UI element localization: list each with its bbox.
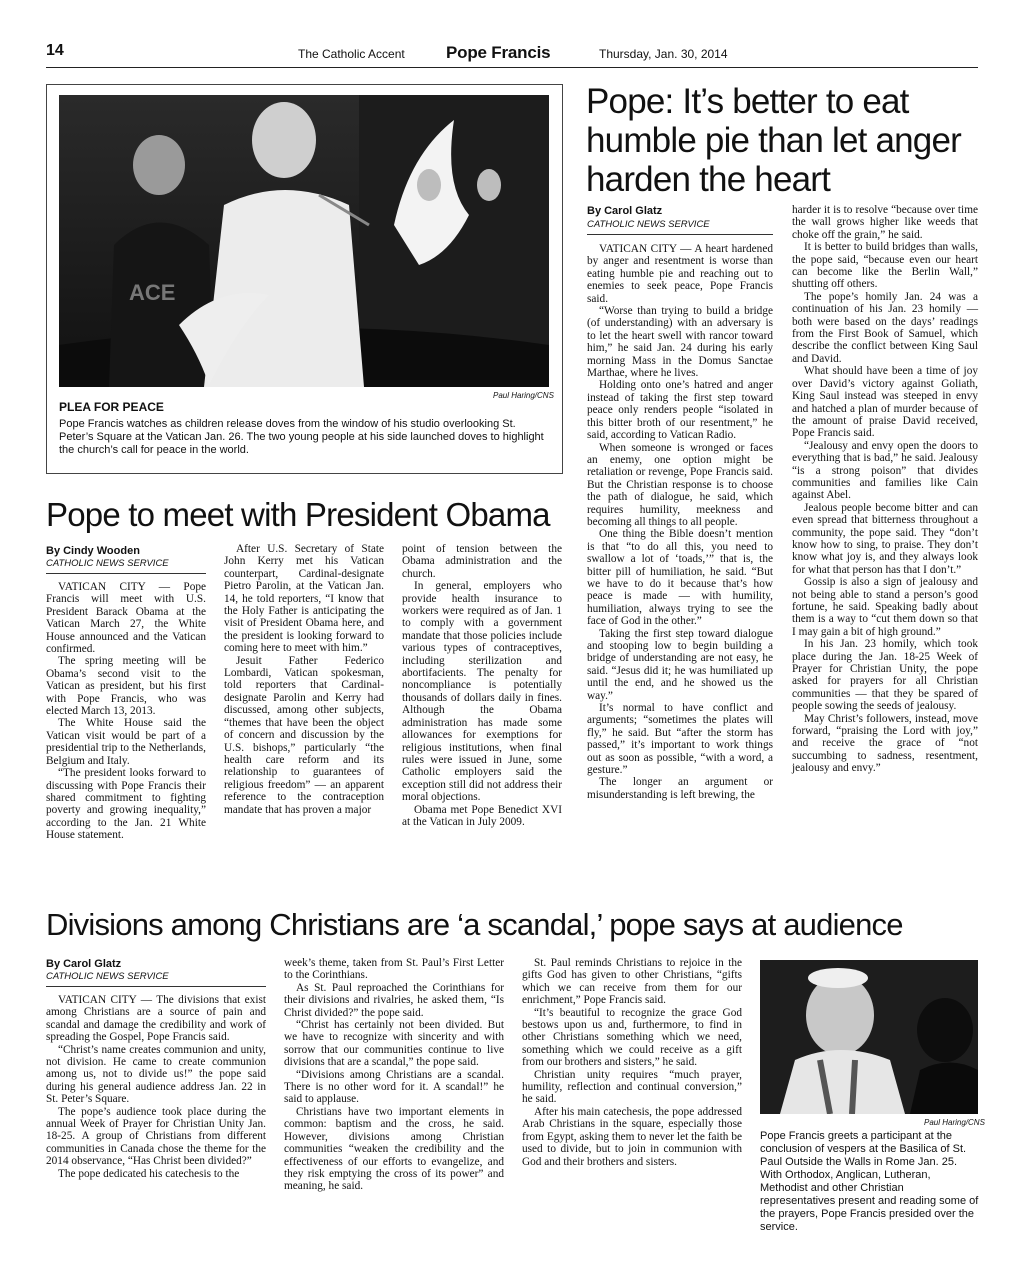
byline-rule: [46, 986, 266, 987]
photo-caption: Pope Francis watches as children release doves from the window of his studio overlooking St. Peter’s Square at the Vatican Jan. 26. The two young people at his side launched doves to highlight the church’s call for peace in the world.: [59, 418, 544, 456]
svg-text:ACE: ACE: [129, 280, 176, 305]
paragraph: “Christ has certainly not been divided. But we have to recognize with sincerity and with sorrow that our communities continue to live divisions that are a scandal,” the pope said.: [284, 1019, 504, 1069]
agency-divisions: CATHOLIC NEWS SERVICE: [46, 971, 169, 982]
paragraph: It’s normal to have conflict and arguments; “sometimes the plates will fly,” he said. But “after the storm has passed,” it’s important to work things out as soon as possible, “with a word, a gesture.”: [587, 702, 773, 777]
paragraph: “Worse than trying to build a bridge (of understanding) with an adversary is to let the heart swell with rancor toward him,” he said Jan. 24 during his early morning Mass in the Domus Sanctae Marthae, where he lives.: [587, 305, 773, 380]
paragraph: VATICAN CITY — Pope Francis will meet with U.S. President Barack Obama at the Vatican March 27, the White House announced and the Vatican confirmed.: [46, 581, 206, 656]
photo-credit: Paul Haring/CNS: [924, 1118, 985, 1127]
paragraph: Holding onto one’s hatred and anger instead of taking the first step toward peace only renders people “isolated in this bitter broth of our resentment,” he said, according to Vatican Radio.: [587, 379, 773, 442]
paragraph: Jesuit Father Federico Lombardi, Vatican spokesman, told reporters that Cardinal-designate Parolin and Kerry had discussed, among other subjects, “themes that have been the object of concern and discussion by the U.S. bishops,” particularly “the health care reform and its relationship to guarantees of religious freedom” — an apparent reference to the contraception mandate that has proven a major: [224, 654, 384, 816]
paragraph: Christians have two important elements in common: baptism and the cross, he said. However, divisions among Christian communities “weaken the credibility and the effectiveness of our efforts to evangelize, and they risk emptying the cross of its power” and meaning, he said.: [284, 1105, 504, 1193]
paragraph: It is better to build bridges than walls, the pope said, “because even our heart can become like the Berlin Wall,” shutting off others.: [792, 241, 978, 291]
photo-pope-doves: [59, 95, 549, 387]
agency-obama: CATHOLIC NEWS SERVICE: [46, 558, 169, 569]
paragraph: “Jealousy and envy open the doors to everything that is bad,” he said. Jealousy “is a strong poison” that divides communities and families like Cain against Abel.: [792, 439, 978, 502]
obama-column-3: [402, 543, 562, 828]
paragraph: “Christ’s name creates communion and unity, not division. He came to create communion among us, not to divide us!” the pope said during his general audience address Jan. 22 in St. Peter’s Square.: [46, 1043, 266, 1106]
divisions-column-3: [522, 957, 742, 1168]
paragraph: Christian unity requires “much prayer, humility, reflection and continual conversion,” he said.: [522, 1068, 742, 1106]
paragraph: week’s theme, taken from St. Paul’s First Letter to the Corinthians.: [284, 957, 504, 982]
paragraph: harder it is to resolve “because over time the wall grows higher like weeds that choke off the grain,” he said.: [792, 204, 978, 241]
divisions-column-2: [284, 957, 504, 1193]
paragraph: As St. Paul reproached the Corinthians for their divisions and rivalries, he asked them, “Is Christ divided?” the pope said.: [284, 981, 504, 1019]
paragraph: “Divisions among Christians are a scandal. There is no other word for it. A scandal!” he said to applause.: [284, 1068, 504, 1106]
caption-head: PLEA FOR PEACE: [59, 400, 164, 414]
photo-credit: Paul Haring/CNS: [493, 391, 554, 400]
issue-date: Thursday, Jan. 30, 2014: [599, 47, 728, 61]
byline-divisions: By Carol Glatz: [46, 958, 122, 970]
photo-box-plea-for-peace: [46, 84, 563, 474]
paragraph: Jealous people become bitter and can even spread that bitterness throughout a community, the pope said. They “don’t know how to sing, to praise. They don’t know what joy is, and they always look for what that person has that I don’t.”: [792, 501, 978, 576]
paragraph: Gossip is also a sign of jealousy and not being able to stand a person’s good fortune, he said. Speaking badly about them is a way to “cut them down so that I may gain a bit of high ground.”: [792, 576, 978, 638]
byline-rule: [46, 573, 206, 574]
obama-column-2: [224, 543, 384, 816]
agency-humble: CATHOLIC NEWS SERVICE: [587, 219, 710, 230]
paragraph: After U.S. Secretary of State John Kerry met his Vatican counterpart, Cardinal-designate Pietro Parolin, at the Vatican Jan. 14, he told reporters, “I know that the Holy Father is anticipating the visit of President Obama here, and the president is looking forward to coming here to meet with him.”: [224, 543, 384, 655]
byline-humble: By Carol Glatz: [587, 205, 663, 217]
photo-illustration: [760, 960, 978, 1114]
paragraph: Taking the first step toward dialogue and stooping low to begin building a bridge of understanding are not easy, he said. “Jesus did it; he was humiliated up until the end, and he showed us the way.”: [587, 627, 773, 702]
paragraph: The pope’s audience took place during the annual Week of Prayer for Christian Unity Jan. 18-25. A group of Christians from different communities in Canada chose the theme for the 2014 observance, “Has Christ been divided?”: [46, 1105, 266, 1168]
publication-name: The Catholic Accent: [298, 47, 405, 61]
obama-column-1: [46, 581, 206, 842]
paragraph: VATICAN CITY — The divisions that exist among Christians are a source of pain and scandal and damage the credibility and work of spreading the Gospel, Pope Francis said.: [46, 994, 266, 1044]
headline-obama: Pope to meet with President Obama: [46, 496, 550, 533]
humble-column-2: [792, 204, 978, 775]
photo-caption: Pope Francis greets a participant at the conclusion of vespers at the Basilica of St. Paul Outside the Walls in Rome Jan. 25. With Orthodox, Anglican, Lutheran, Methodist and other Christian representatives present and reading some of the prayers, Pope Francis presided over the service.: [760, 1130, 979, 1233]
byline-rule: [587, 234, 773, 235]
headline-humble-pie: Pope: It’s better to eat humble pie than let anger harden the heart: [586, 82, 961, 199]
humble-column-1: [587, 243, 773, 801]
paragraph: When someone is wronged or faces an enemy, one option might be retaliation or revenge, Pope Francis said. But the Christian response is to choose the path of dialogue, he said, which requires humility, meekness and becoming all things to all people.: [587, 441, 773, 528]
paragraph: The White House said the Vatican visit would be part of a presidential trip to the Netherlands, Belgium and Italy.: [46, 717, 206, 767]
byline-obama: By Cindy Wooden: [46, 545, 140, 557]
paragraph: The pope dedicated his catechesis to the: [58, 1167, 240, 1180]
paragraph: The longer an argument or misunderstanding is left brewing, the: [587, 776, 773, 801]
paragraph: The pope’s homily Jan. 24 was a continuation of his Jan. 23 homily — both were based on the days’ readings from the First Book of Samuel, which describe the conflict between King Saul and David.: [792, 290, 978, 365]
page-header: [46, 42, 978, 68]
paragraph: After his main catechesis, the pope addressed Arab Christians in the square, especially those from Egypt, asking them to never let the faith be used to divide, but to join in communion with God and their brothers and sisters.: [522, 1105, 742, 1168]
paragraph: “The president looks forward to discussing with Pope Francis their shared commitment to fighting poverty and growing inequality,” according to the Jan. 21 White House statement.: [46, 767, 206, 842]
page-number: 14: [46, 42, 64, 59]
headline-divisions: Divisions among Christians are ‘a scandal,’ pope says at audience: [46, 907, 903, 942]
paragraph: In his Jan. 23 homily, which took place during the Jan. 18-25 Week of Prayer for Christian Unity, the pope asked for prayers for all Christian communities — that they be spared of people sowing the seeds of jealousy.: [792, 638, 978, 713]
paragraph: “It’s beautiful to recognize the grace God bestows upon us and, furthermore, to find in other Christians something which we need, something which we could receive as a gift from our brothers and sisters,” he said.: [522, 1006, 742, 1069]
section-title: Pope Francis: [446, 43, 551, 62]
divisions-column-1: [46, 994, 266, 1180]
photo-pope-vespers: [760, 960, 978, 1114]
paragraph: The spring meeting will be Obama’s second visit to the Vatican as president, but his first with Pope Francis, who was elected March 13, 2013.: [46, 655, 206, 718]
photo-illustration: [59, 95, 549, 387]
paragraph: What should have been a time of joy over David’s victory against Goliath, King Saul instead was steeped in envy and hatched a plan of murder because of the amount of praise David received, Pope Francis said.: [792, 365, 978, 440]
paragraph: St. Paul reminds Christians to rejoice in the gifts God has given to other Christians, “gifts which we can receive from them for our enrichment,” Pope Francis said.: [522, 957, 742, 1007]
paragraph: One thing the Bible doesn’t mention is that “to do all this, you need to swallow a lot of ‘toads,’” that is, the bitter pill of humiliation, he said. “But we have to do it because that’s how peace is made — with humility, humiliation, always trying to see the face of God in the other.”: [587, 528, 773, 628]
paragraph: VATICAN CITY — A heart hardened by anger and resentment is worse than eating humble pie and reaching out to enemies to seek peace, Pope Francis said.: [587, 243, 773, 305]
paragraph: In general, employers who provide health insurance to workers were required as of Jan. 1 to comply with a government mandate that those policies include various types of contraceptives, including sterilization and abortifacients. The penalty for noncompliance is potentially thousands of dollars daily in fines. Although the Obama administration has made some allowances for exemptions for religious institutions, when final rules were issued in June, some Catholic employers said the exception still did not address their moral objections.: [402, 580, 562, 804]
paragraph: Obama met Pope Benedict XVI at the Vatican in July 2009.: [402, 803, 562, 828]
paragraph: May Christ’s followers, instead, move forward, “praising the Lord with joy,” and receive the grace of “not succumbing to sadness, resentment, jealousy and envy.”: [792, 712, 978, 775]
paragraph: point of tension between the Obama administration and the church.: [402, 543, 562, 580]
